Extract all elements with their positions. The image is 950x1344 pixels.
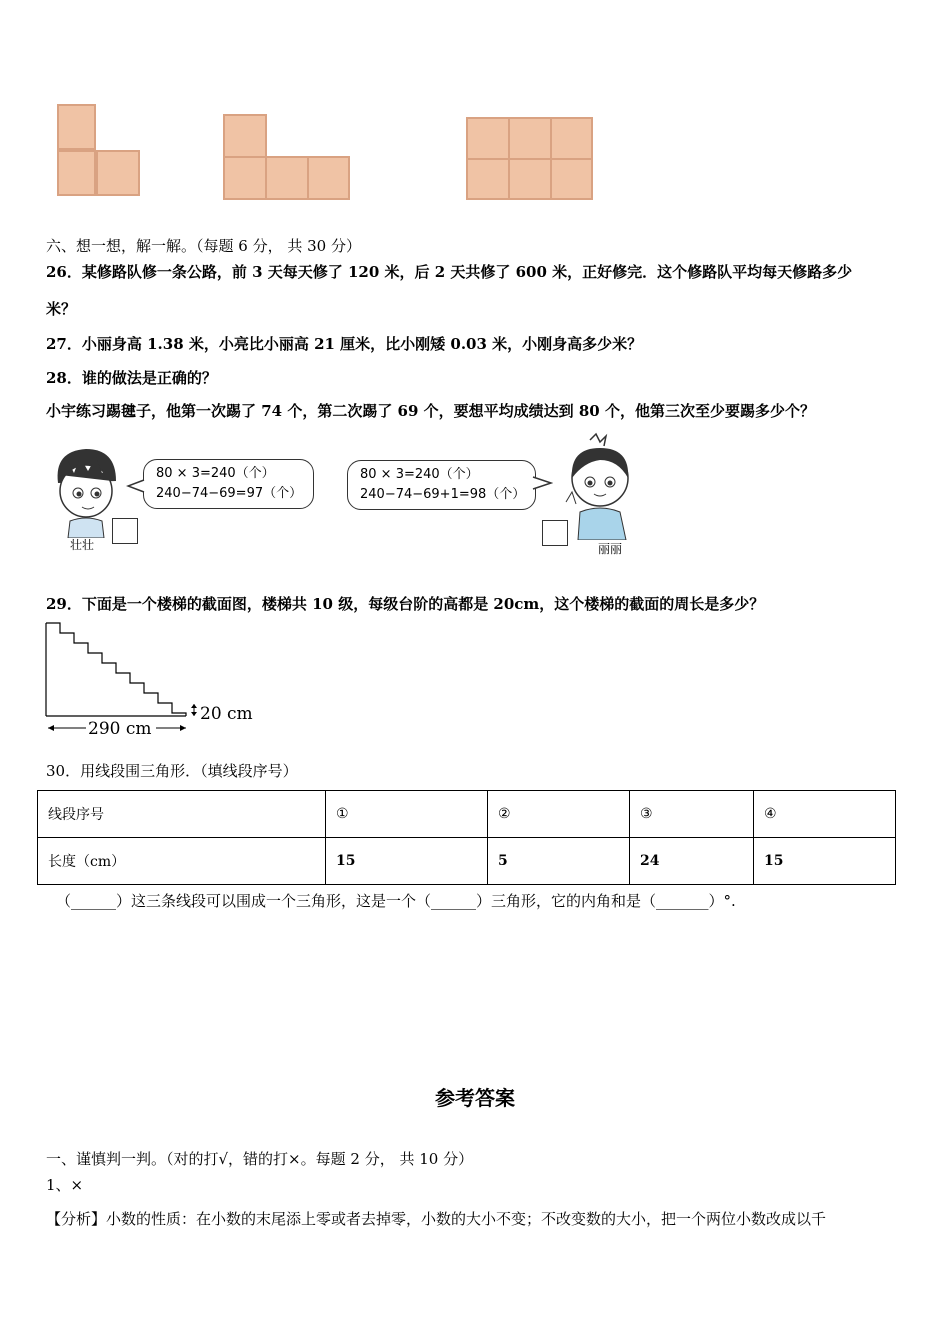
q29: 29．下面是一个楼梯的截面图，楼梯共 10 级，每级台阶的高都是 20cm，这个楼梯的截面的周长是多少？ bbox=[46, 595, 765, 613]
stair-height-label: 20 cm bbox=[200, 704, 253, 724]
girl-bubble-tail bbox=[531, 475, 553, 491]
section6-heading: 六、想一想，解一解。（每题 6 分， 共 30 分） bbox=[46, 237, 361, 255]
boy-name: 壮壮 bbox=[70, 538, 95, 552]
segment-table bbox=[37, 790, 896, 885]
table-cell: ④ bbox=[754, 791, 896, 838]
girl-name: 丽丽 bbox=[598, 542, 623, 556]
q27: 27．小丽身高 1.38 米，小亮比小丽高 21 厘米，比小刚矮 0.03 米，小刚身高多少米？ bbox=[46, 335, 643, 353]
boy-line1: 80 × 3=240（个） bbox=[156, 466, 275, 481]
table-cell: 15 bbox=[326, 838, 488, 885]
boy-bubble-tail bbox=[126, 478, 146, 494]
table-row bbox=[38, 838, 896, 885]
q30-fill-in: （______）这三条线段可以围成一个三角形，这是一个（______）三角形，它的内角和是（_______）°. bbox=[56, 892, 736, 910]
table-cell: 线段序号 bbox=[38, 791, 326, 838]
answer-section1-heading: 一、谨慎判一判。（对的打√，错的打×。每题 2 分， 共 10 分） bbox=[46, 1150, 474, 1168]
staircase-diagram bbox=[40, 618, 270, 743]
answer-1: 1、× bbox=[46, 1176, 84, 1194]
block-figure-1 bbox=[58, 105, 139, 195]
table-cell: 5 bbox=[488, 838, 630, 885]
girl-illustration bbox=[560, 432, 645, 540]
analysis-text: 【分析】小数的性质：在小数的末尾添上零或者去掉零，小数的大小不变；不改变数的大小，把一个两位小数改成以千 bbox=[46, 1210, 827, 1228]
table-cell: 长度（cm） bbox=[38, 838, 326, 885]
answer-box-boy[interactable] bbox=[112, 518, 138, 544]
q28: 28．谁的做法是正确的？ bbox=[46, 369, 217, 387]
table-cell: ② bbox=[488, 791, 630, 838]
table-cell: 24 bbox=[630, 838, 754, 885]
table-cell: ① bbox=[326, 791, 488, 838]
boy-line2: 240−74−69=97（个） bbox=[156, 486, 303, 501]
stair-width-label: 290 cm bbox=[88, 719, 152, 739]
q26-line1: 26．某修路队修一条公路，前 3 天每天修了 120 米，后 2 天共修了 600 米，正好修完．这个修路队平均每天修路多少 bbox=[46, 263, 853, 281]
girl-line1: 80 × 3=240（个） bbox=[360, 467, 479, 482]
table-row bbox=[38, 791, 896, 838]
block-figure-3 bbox=[467, 118, 592, 199]
q28-story: 小宇练习踢毽子，他第一次踢了 74 个，第二次踢了 69 个，要想平均成绩达到 80 个，他第三次至少要踢多少个？ bbox=[46, 402, 815, 420]
table-cell: ③ bbox=[630, 791, 754, 838]
q30: 30．用线段围三角形．（填线段序号） bbox=[46, 762, 298, 780]
answer-title: 参考答案 bbox=[435, 1086, 515, 1110]
q26-line2: 米？ bbox=[46, 300, 77, 318]
block-figures bbox=[0, 95, 950, 205]
girl-line2: 240−74−69+1=98（个） bbox=[360, 487, 526, 502]
boy-speech-bubble bbox=[143, 459, 314, 509]
table-cell: 15 bbox=[754, 838, 896, 885]
block-figure-2 bbox=[224, 115, 349, 199]
girl-speech-bubble bbox=[347, 460, 536, 510]
